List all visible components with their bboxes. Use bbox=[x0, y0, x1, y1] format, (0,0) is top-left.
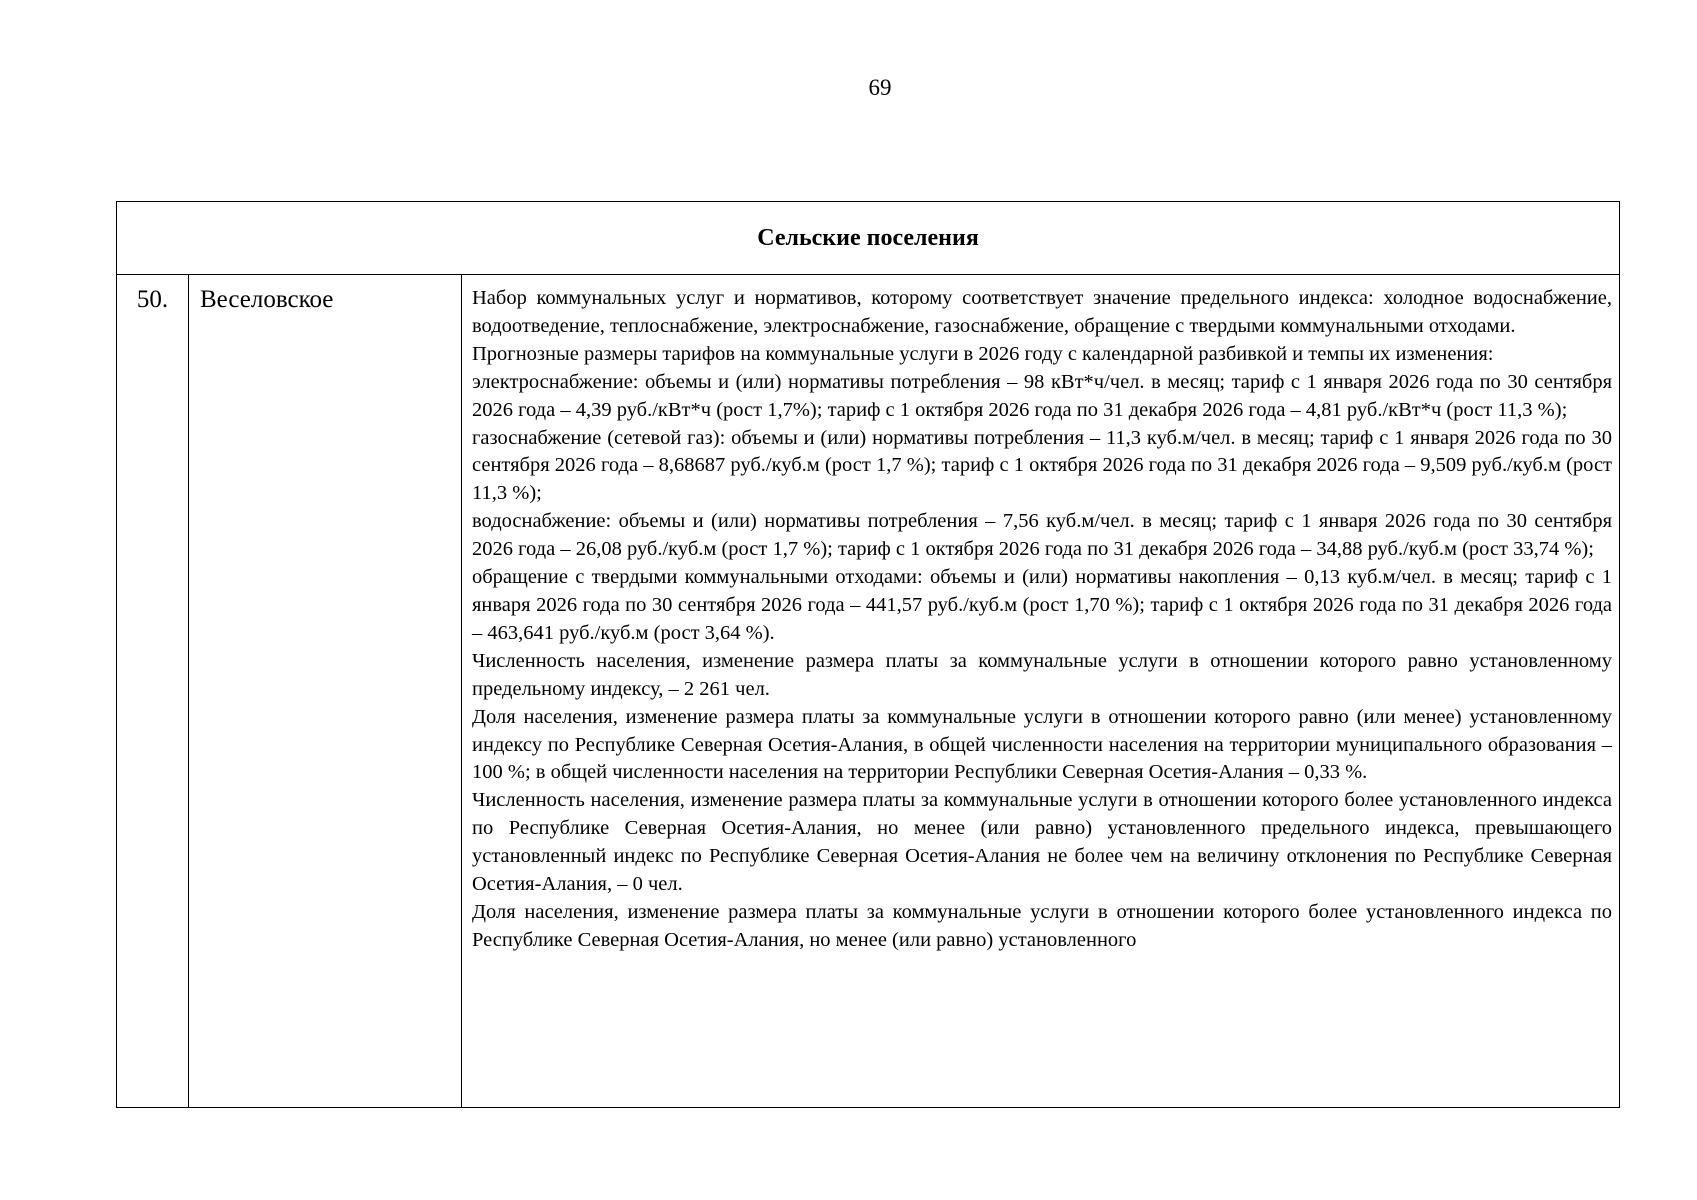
description-paragraph: Прогнозные размеры тарифов на коммунальные услуги в 2026 году с календарной разбивкой и темпы их изменения: bbox=[472, 342, 1494, 365]
description-paragraph: Набор коммунальных услуг и нормативов, которому соответствует значение предельного индекса: холодное водоснабжение, водоотведение, теплоснабжение, электроснабжение, газоснабжение, обращение с твердыми коммунальными отходами. bbox=[472, 287, 1613, 337]
description-paragraph: Численность населения, изменение размера платы за коммунальные услуги в отношении которого равно установленному предельному индексу, – 2 261 чел. bbox=[472, 649, 1613, 700]
section-header-row bbox=[117, 202, 1620, 275]
section-title: Сельские поселения bbox=[117, 202, 1620, 275]
description-paragraph: Доля населения, изменение размера платы за коммунальные услуги в отношении которого равно (или менее) установленному индексу по Республике Северная Осетия-Алания, в общей численности населения на территории муниципального образования – 100 %; в общей численности населения на территории Республики Северная Осетия-Алания – 0,33 %. bbox=[472, 705, 1613, 784]
settlements-table bbox=[116, 201, 1620, 1108]
settlement-name: Веселовское bbox=[189, 275, 462, 1108]
description-paragraph: Численность населения, изменение размера платы за коммунальные услуги в отношении которого более установленного индекса по Республике Северная Осетия-Алания, но менее (или равно) установленного предельного индекса, превышающего установленный индекс по Республике Северная Осетия-Алания не более чем на величину отклонения по Республике Северная Осетия-Алания, – 0 чел. bbox=[472, 789, 1613, 896]
row-number: 50. bbox=[117, 275, 189, 1108]
description-paragraph: газоснабжение (сетевой газ): объемы и (или) нормативы потребления – 11,3 куб.м/чел. в месяц; тариф с 1 января 2026 года по 30 сентября 2026 года – 8,68687 руб./куб.м (рост 1,7 %); тариф с 1 октября 2026 года по 31 декабря 2026 года – 9,509 руб./куб.м (рост 11,3 %); bbox=[472, 426, 1613, 505]
table-row bbox=[117, 275, 1620, 1108]
page-number: 69 bbox=[868, 75, 892, 100]
description-paragraph: водоснабжение: объемы и (или) нормативы потребления – 7,56 куб.м/чел. в месяц; тариф с 1 января 2026 года по 30 сентября 2026 года – 26,08 руб./куб.м (рост 1,7 %); тариф с 1 октября 2026 года по 31 декабря 2026 года – 34,88 руб./куб.м (рост 33,74 %); bbox=[472, 510, 1613, 561]
description-paragraph: Доля населения, изменение размера платы за коммунальные услуги в отношении которого более установленного индекса по Республике Северная Осетия-Алания, но менее (или равно) установленного bbox=[472, 900, 1613, 951]
settlement-description bbox=[462, 275, 1620, 1108]
description-paragraph: обращение с твердыми коммунальными отходами: объемы и (или) нормативы накопления – 0,13 куб.м/чел. в месяц; тариф с 1 января 2026 года по 30 сентября 2026 года – 441,57 руб./куб.м (рост 1,70 %); тариф с 1 октября 2026 года по 31 декабря 2026 года – 463,641 руб./куб.м (рост 3,64 %). bbox=[472, 566, 1613, 644]
description-paragraph: электроснабжение: объемы и (или) нормативы потребления – 98 кВт*ч/чел. в месяц; тариф с 1 января 2026 года по 30 сентября 2026 года – 4,39 руб./кВт*ч (рост 1,7%); тариф с 1 октября 2026 года по 31 декабря 2026 года – 4,81 руб./кВт*ч (рост 11,3 %); bbox=[472, 370, 1613, 421]
